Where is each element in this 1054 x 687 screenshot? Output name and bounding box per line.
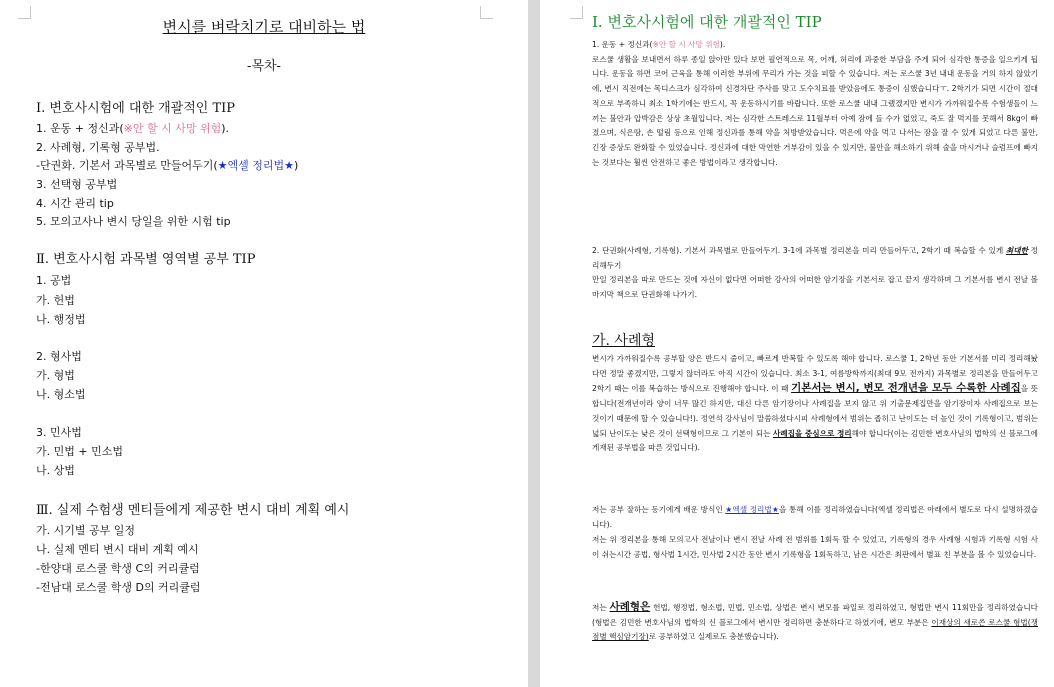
- toc-heading: -목차-: [247, 59, 281, 74]
- paragraph-case-type: 변시가 가까워질수록 공부할 양은 반드시 줄이고, 빠르게 반복할 수 있도록 해야 합니다. 로스쿨 1, 2학년 동안 기본서를 미리 정리해놨다면 정말 좋겠지만, 그렇지 않더라도 아직 시간이 있습니다. 최소 3-1, 여름방학까지(최대 9모 전까지) 과목별로 정리본을 만들어두고 2학기 때는 이를 복습하는 방식으로 진행해야 합니다. 이 때 기본서는 변시, 변모 전개년을 모두 수록한 사례집을 뜻합니다(전개년이라 양이 너무 많긴 하지만, 대신 다른 암기장이나 사례집을 보지 않고 위 기출문제집만을 암기장이자 사례집으로 보는 것이기 때문에 할 수 있습니다!). 정연석 강사님이 말씀하셨다시피 사례형에서 범위는 좁히고 난이도는 더 높인 것이 기록형이고, 범위는 넓되 난이도는 낮은 것이 선택형이므로 그 기본이 되는 사례집을 중심으로 정리해야 합니다(이는 김민한 변호사님의 법학의 신 블로그에 게재된 공부법을 따른 것입니다).: [592, 354, 1039, 453]
- toc-subheading: 2. 형사법: [36, 350, 82, 363]
- subsection-heading: 가. 사례형: [592, 333, 655, 349]
- section-1-heading: Ⅰ. 변호사시험에 대한 개괄적인 TIP: [36, 101, 236, 116]
- toc-item: 나. 상법: [36, 464, 75, 477]
- toc-item: -전남대 로스쿨 학생 D의 커리큘럼: [36, 581, 201, 594]
- margin-corner-mark: [570, 6, 583, 19]
- toc-item: 4. 시간 관리 tip: [36, 197, 114, 210]
- toc-item: 3. 선택형 공부법: [36, 178, 118, 191]
- paragraph-subjects: 저는 사례형은 헌법, 행정법, 형소법, 민법, 민소법, 상법은 변시 변모를 파일로 정리하였고, 형법만 변시 11회만을 정리하였습니다(형법은 김민한 변호사님의 법학의 신 블로그에서 변시만 정리하면 충분하다고 하였기에, 변모 부분은 이재상의 새로쓴 로스쿨 형법(쟁점별 핵심암기장)로 공부하였고 실제로도 충분했습니다).: [592, 601, 1038, 642]
- toc-item: 가. 형법: [36, 369, 75, 382]
- section-1-heading: Ⅰ. 변호사시험에 대한 개괄적인 TIP: [592, 13, 822, 31]
- toc-item: -한양대 로스쿨 학생 C의 커리큘럼: [36, 562, 200, 575]
- toc-subheading: 1. 공법: [36, 274, 72, 287]
- section-2-heading: Ⅱ. 변호사시험 과목별 영역별 공부 TIP: [36, 252, 256, 267]
- toc-item: 나. 행정법: [36, 313, 86, 326]
- toc-item: 1. 운동 + 정신과(※안 할 시 사망 위험).: [36, 122, 230, 135]
- toc-item: 나. 형소법: [36, 388, 86, 401]
- toc-item: 5. 모의고사나 변시 당일을 위한 시험 tip: [36, 215, 231, 228]
- toc-item: 2. 사례형, 기록형 공부법.: [36, 141, 160, 154]
- paragraph-excel-method: 저는 공부 잘하는 동기에게 배운 방식인 ★엑셀 정리법★을 통해 이를 정리하였습니다(엑셀 정리법은 아래에서 별도로 다시 설명하겠습니다).: [592, 505, 1038, 529]
- document-title: 변시를 벼락치기로 대비하는 법: [162, 18, 366, 36]
- paragraph-exercise: 1. 운동 + 정신과(※안 할 시 사망 위험). 로스쿨 생활을 보내면서 하루 종일 앉아만 있다 보면 필연적으로 목, 어깨, 허리에 과중한 부담을 주게 되어 심각한 통증을 일으키게 됩니다. 운동을 하면 코어 근육을 통해 이러한 부위에 무리가 가는 것을 피할 수 있습니다. 저는 로스쿨 3년 내내 운동을 거의 하지 않았기에, 변시 직전에는 목디스크가 심각하여 신경차단 주사를 맞고 도수치료를 받았음에도 통증이 심했습니다ㅜ. 2학기가 되면 시간이 절대적으로 부족하니 최소 1학기에는 반드시, 꼭 운동하시기를 바랍니다. 또한 로스쿨 내내 그랬겠지만 변시가 가까워질수록 수험생들이 느끼는 불안과 압박감은 상상 초월입니다. 저는 심각한 스트레스로 11월부터 아예 잠에 들 수가 없었고, 죽도 잘 먹지를 못해서 8kg이 빠졌으며, 식은땀, 손 떨림 등으로 인해 정신과를 통해 약을 처방받았습니다. 먹은에 약을 먹고 나서는 잠을 잘 수 있게 되었고 다른 불안, 긴장 증상도 완화할 수 있었습니다. 정신과에 대한 막연한 거부감이 있을 수 있지만, 불안을 해소하기 위해 술을 마시거나 슬럼프에 빠지는 것보다는 훨씬 안전하고 좋은 방법이라고 생각합니다.: [592, 40, 1038, 167]
- paragraph-review: 저는 위 정리본을 통해 모의고사 전날이나 변시 전날 사례 전 범위를 1회독 할 수 있었고, 기록형의 경우 사례형 시험과 기록형 시험 사이 쉬는시간 공법, 형사법 1시간, 민사법 2시간 동안 변시 기록형을 1회독하고, 남은 시간은 최판에서 별표 친 부분을 볼 수 있었습니다.: [592, 535, 1038, 559]
- toc-item: 가. 민법 + 민소법: [36, 445, 123, 458]
- toc-item: 가. 헌법: [36, 294, 75, 307]
- paragraph-single-volume: 2. 단권화(사례형, 기록형). 기본서 과목별로 만들어두기. 3-1에 과목별 정리본을 미리 만들어두고, 2학기 때 복습할 수 있게 최대한 정리해두기 만일 정리본을 따로 만드는 것에 자신이 없다면 어떠한 강사의 어떠한 암기장을 기본서로 잡고 끝지 생각하며 그 기본서를 변시 전날 볼 마지막 책으로 단권화해 나가기.: [592, 246, 1039, 300]
- section-3-heading: Ⅲ. 실제 수험생 멘티들에게 제공한 변시 대비 계획 예시: [36, 503, 350, 518]
- toc-item: -단권화. 기본서 과목별로 만들어두기(★엑셀 정리법★): [36, 159, 299, 172]
- toc-subheading: 3. 민사법: [36, 426, 82, 439]
- toc-item: 가. 시기별 공부 일정: [36, 524, 135, 537]
- toc-item: 나. 실제 멘티 변시 대비 계획 예시: [36, 543, 199, 556]
- document-page-right: [540, 0, 1054, 687]
